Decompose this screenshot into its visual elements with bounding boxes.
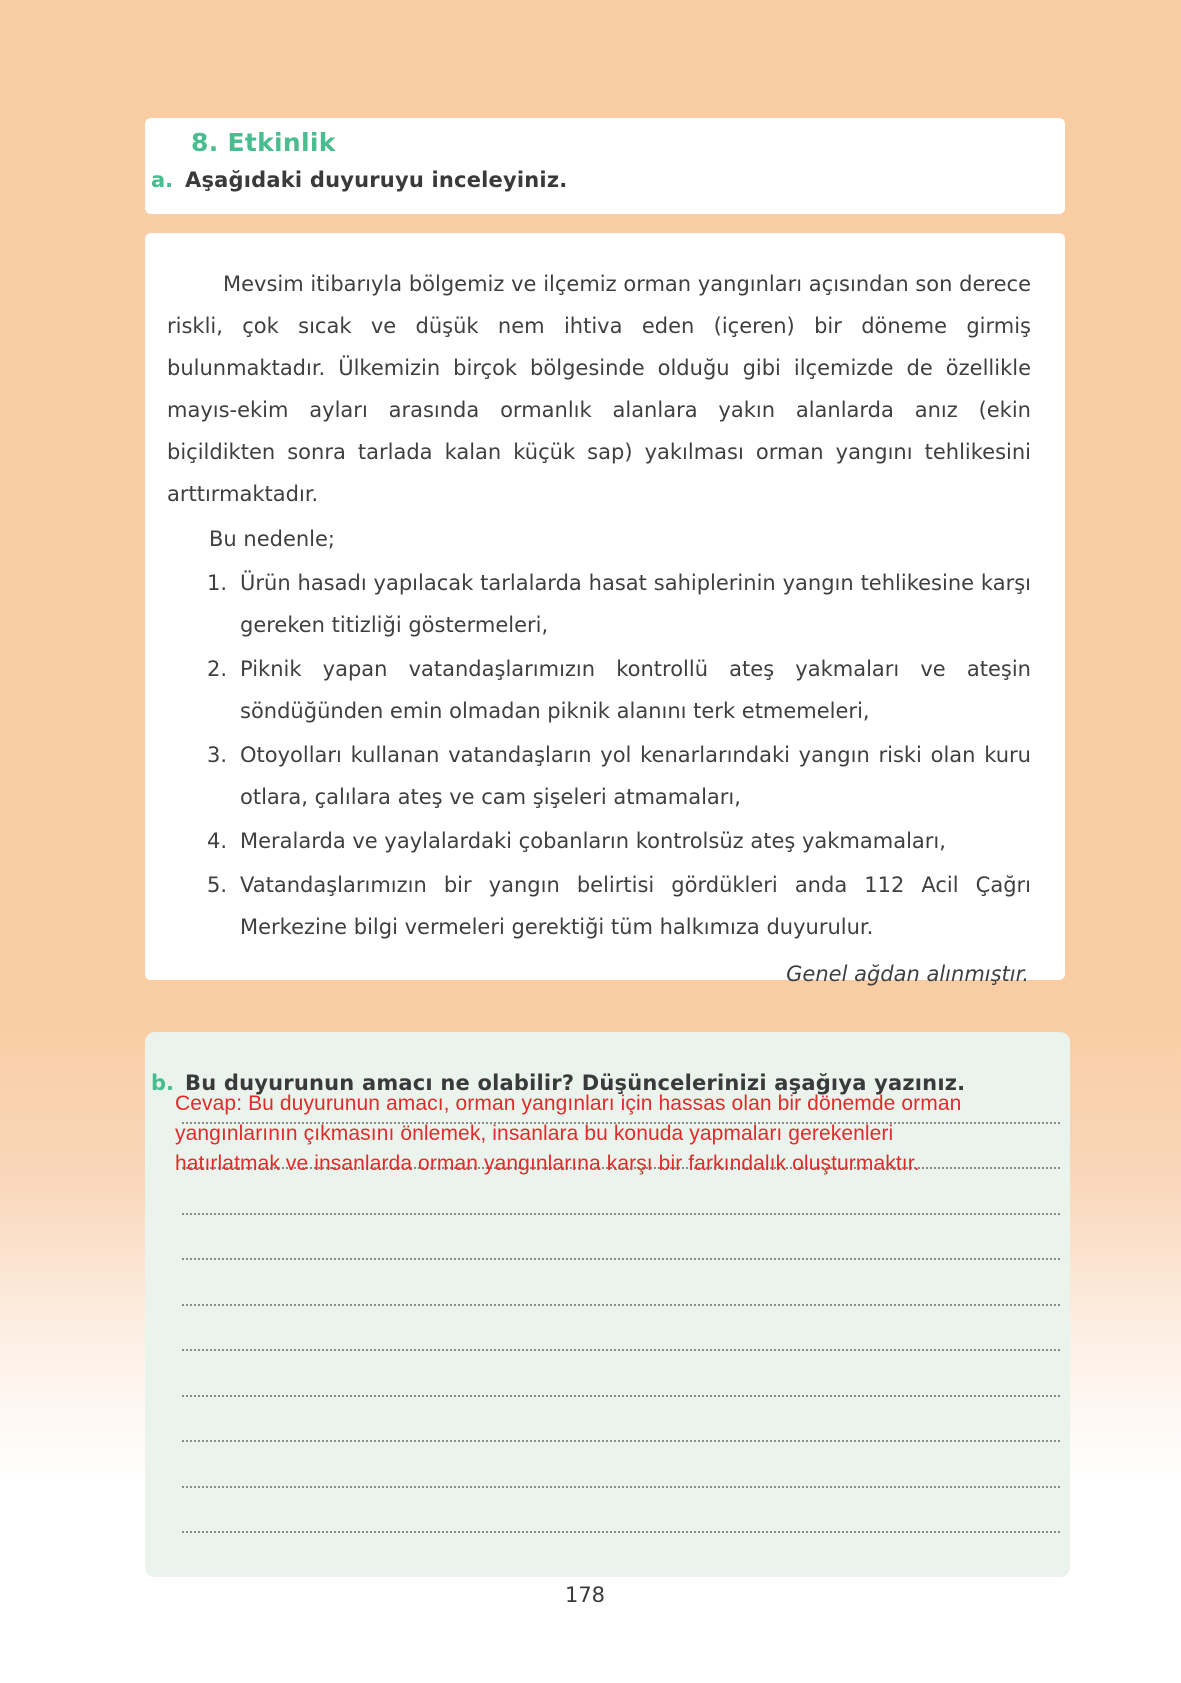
list-item-number: 4.: [207, 829, 228, 853]
announcement-card: [145, 233, 1065, 986]
list-item: [167, 648, 1031, 732]
list-item: [167, 820, 1031, 862]
part-a-label: a.: [151, 168, 174, 192]
announcement-source: Genel ağdan alınmıştır.: [786, 962, 1029, 986]
activity-title: 8. Etkinlik: [191, 128, 336, 157]
list-item-text: Vatandaşlarımızın bir yangın belirtisi gördükleri anda 112 Acil Çağrı Merkezine bilgi vermeleri gerektiği tüm halkımıza duyurulur.: [240, 873, 1031, 939]
list-item-text: Otoyolları kullanan vatandaşların yol kenarlarındaki yangın riski olan kuru otlara, çalılara ateş ve cam şişeleri atmamaları,: [240, 743, 1031, 809]
handwritten-answer: Cevap: Bu duyurunun amacı, orman yangınları için hassas olan bir dönemde orman yangınlarının çıkmasını önlemek, insanlara bu konuda yapmaları gerekenleri hatırlatmak ve insanlarda orman yangınlarına karşı bir farkındalık oluşturmaktır.: [175, 1092, 962, 1175]
announcement-lead-in: Bu nedenle;: [209, 527, 336, 551]
part-b-label: b.: [151, 1071, 175, 1095]
list-item-text: Meralarda ve yaylalardaki çobanların kontrolsüz ateş yakmamaları,: [240, 829, 946, 853]
answer-card: [145, 1032, 1070, 1577]
page-number: 178: [564, 1583, 606, 1607]
writing-line: [182, 1351, 1060, 1397]
list-item-number: 1.: [207, 571, 228, 595]
announcement-paragraph: Mevsim itibarıyla bölgemiz ve ilçemiz orman yangınları açısından son derece riskli, çok sıcak ve düşük nem ihtiva eden (içeren) bir döneme girmiş bulunmaktadır. Ülkemizin birçok bölgesinde olduğu gibi ilçemizde de özellikle mayıs-ekim ayları arasında ormanlık alanlara yakın alanlarda anız (ekin biçildikten sonra tarlada kalan küçük sap) yakılması orman yangını tehlikesini arttırmaktadır.: [167, 272, 1031, 506]
list-item: [167, 562, 1031, 646]
part-b-instruction: Bu duyurunun amacı ne olabilir? Düşüncelerinizi aşağıya yazınız.: [185, 1071, 966, 1095]
writing-line: [182, 1306, 1060, 1352]
list-item: [167, 734, 1031, 818]
announcement-list: [167, 562, 1031, 948]
list-item-number: 3.: [207, 743, 228, 767]
writing-line: [182, 1215, 1060, 1261]
list-item-number: 2.: [207, 657, 228, 681]
writing-line: [182, 1442, 1060, 1488]
part-a-row: [151, 168, 1045, 192]
list-item: [167, 864, 1031, 948]
writing-line: [182, 1488, 1060, 1534]
list-item-number: 5.: [207, 873, 228, 897]
writing-line: [182, 1397, 1060, 1443]
list-item-text: Piknik yapan vatandaşlarımızın kontrollü ateş yakmaları ve ateşin söndüğünden emin olmadan piknik alanını terk etmemeleri,: [240, 657, 1031, 723]
part-a-instruction: Aşağıdaki duyuruyu inceleyiniz.: [185, 168, 568, 192]
list-item-text: Ürün hasadı yapılacak tarlalarda hasat sahiplerinin yangın tehlikesine karşı gereken titizliği göstermeleri,: [240, 571, 1031, 637]
activity-header: [145, 118, 1065, 214]
writing-line: [182, 1260, 1060, 1306]
